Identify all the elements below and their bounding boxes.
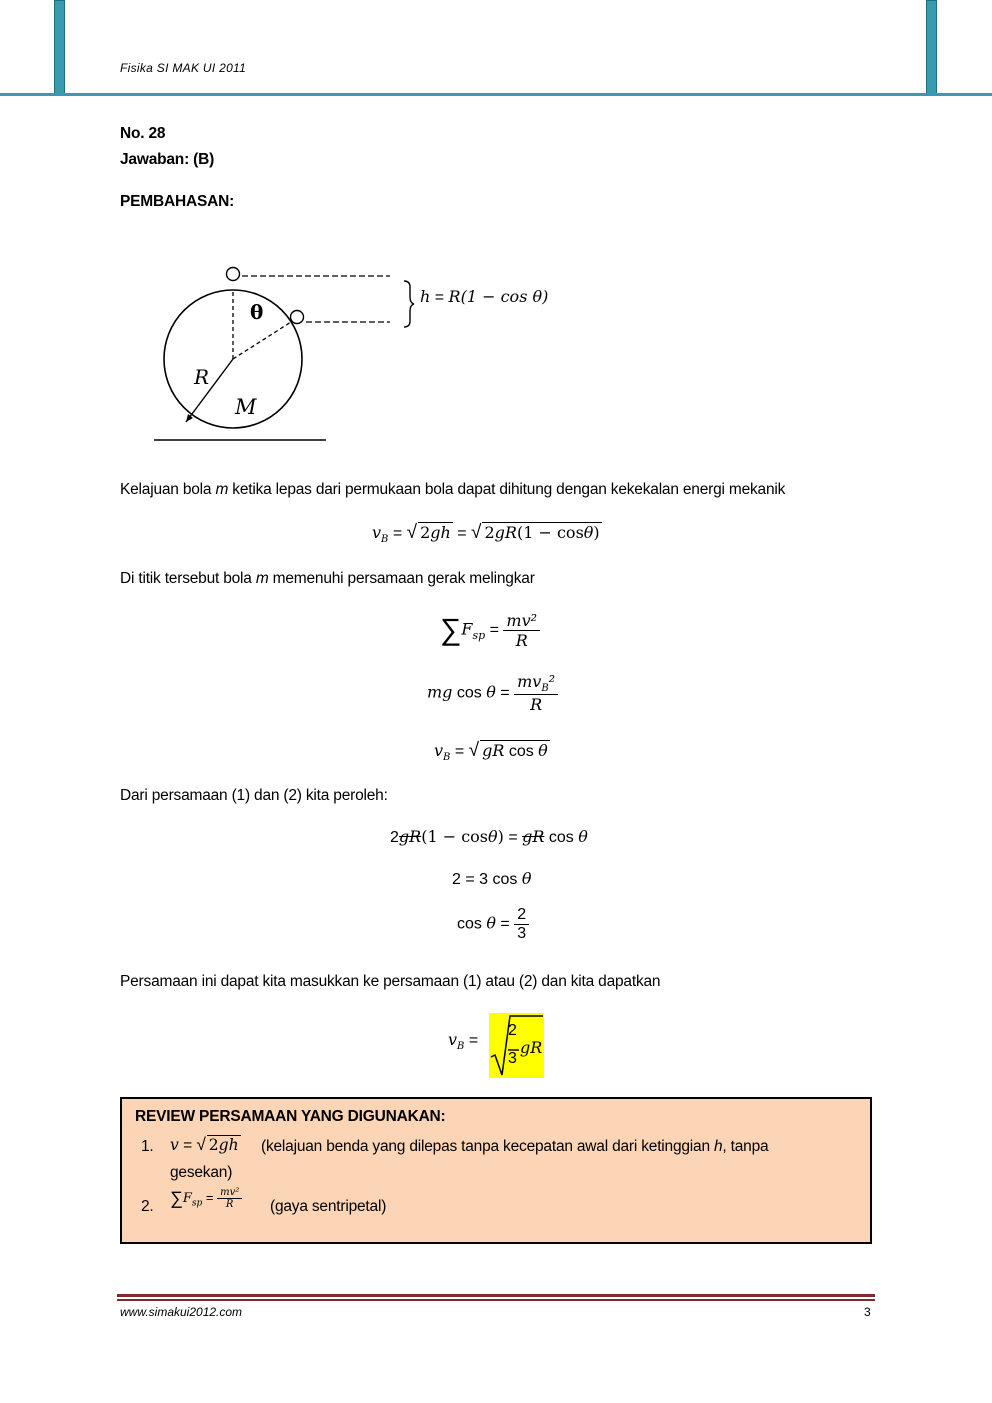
equation-two-eq: 2 = 3 cos θ — [452, 869, 532, 888]
header-left-bar — [54, 0, 65, 94]
equation-vb-circular: $v_B$ = √ gR cos θ — [434, 740, 548, 764]
final-answer-den: 3 — [508, 1050, 517, 1067]
review-item2-equation: $\sum F_{sp}$ = $\frac{\text{mv²}}{R}$ — [170, 1187, 242, 1210]
header-right-bar — [926, 0, 937, 94]
paragraph-3: Dari persamaan (1) dan (2) kita peroleh: — [120, 787, 388, 804]
radius-label: R — [194, 365, 210, 389]
paragraph-4: Persamaan ini dapat kita masukkan ke persamaan (1) atau (2) dan kita dapatkan — [120, 973, 661, 990]
final-answer-num: 2 — [508, 1022, 517, 1039]
final-answer-gr: gR — [520, 1038, 543, 1057]
height-formula: h = R(1 − cos θ) — [420, 287, 549, 306]
review-item2-text: (gaya sentripetal) — [270, 1198, 387, 1215]
equation-cos-result: cos θ = $\frac{2}{3}$ — [457, 906, 529, 943]
theta-label: θ — [250, 300, 264, 324]
equation-mg-cos: mg cos θ = $\frac{mv_B^2}{R}$ — [427, 672, 558, 714]
section-title: PEMBAHASAN: — [120, 193, 235, 210]
equation-vb-energy: $v_B$ = √ 2gh = √ 2gR(1 − cosθ) — [372, 522, 600, 546]
review-box — [120, 1097, 872, 1244]
header-title: Fisika SI MAK UI 2011 — [120, 61, 247, 75]
page-number: 3 — [864, 1305, 871, 1319]
review-title: REVIEW PERSAMAAN YANG DIGUNAKAN: — [135, 1108, 446, 1125]
review-item1-number: 1. — [141, 1138, 154, 1155]
equation-combined: 2gR(1 − cosθ) = gR cos θ — [390, 827, 588, 846]
paragraph-1: Kelajuan bola m ketika lepas dari permukaan bola dapat dihitung dengan kekekalan energi mekanik — [120, 481, 786, 498]
answer-label: Jawaban: (B) — [120, 151, 215, 168]
footer-line-bottom — [117, 1299, 875, 1301]
review-item1-text-cont: gesekan) — [170, 1164, 233, 1181]
question-number: No. 28 — [120, 125, 166, 142]
review-item1-equation: v = √ 2gh — [170, 1135, 239, 1154]
review-item1-text: (kelajuan benda yang dilepas tanpa kecepatan awal dari ketinggian h, tanpa — [261, 1138, 769, 1155]
header-line — [0, 93, 992, 96]
footer-url: www.simakui2012.com — [120, 1305, 243, 1319]
mass-label: M — [235, 395, 257, 419]
review-item2-number: 2. — [141, 1198, 154, 1215]
paragraph-2: Di titik tersebut bola m memenuhi persamaan gerak melingkar — [120, 570, 535, 587]
equation-final-label: $v_B$ = — [448, 1030, 479, 1053]
footer-line-top — [117, 1294, 875, 1297]
equation-sum-force: $\sum F_{sp}$ = $\frac{\text{mv²}}{R}$ — [440, 611, 540, 650]
